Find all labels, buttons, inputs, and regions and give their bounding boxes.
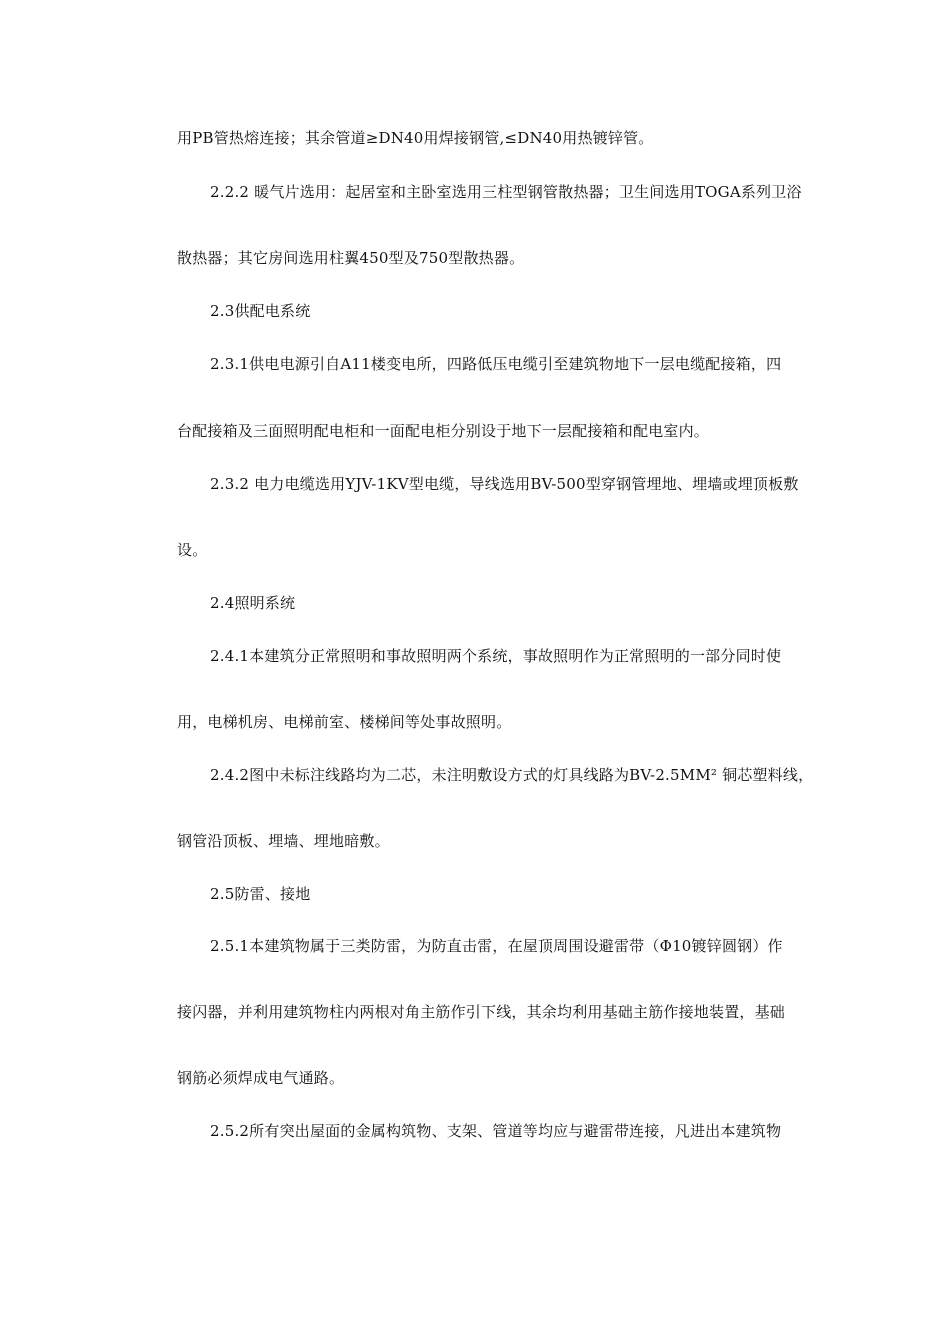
text-line: 2.5.1本建筑物属于三类防雷，为防直击雷，在屋顶周围设避雷带（Φ10镀锌圆钢）作 xyxy=(210,937,783,955)
section-heading: 2.3供配电系统 xyxy=(210,302,311,320)
text-line: 2.3.1供电电源引自A11楼变电所，四路低压电缆引至建筑物地下一层电缆配接箱，四 xyxy=(210,355,782,373)
text-line: 钢管沿顶板、埋墙、埋地暗敷。 xyxy=(177,832,390,850)
text-line: 2.4.2图中未标注线路均为二芯，未注明敷设方式的灯具线路为BV-2.5MM² 铜芯塑料线， xyxy=(210,766,814,784)
text-line: 设。 xyxy=(177,541,208,559)
text-line: 2.5.2所有突出屋面的金属构筑物、支架、管道等均应与避雷带连接，凡进出本建筑物 xyxy=(210,1122,782,1140)
text-line: 台配接箱及三面照明配电柜和一面配电柜分别设于地下一层配接箱和配电室内。 xyxy=(177,422,710,440)
text-line: 2.2.2 暖气片选用：起居室和主卧室选用三柱型钢管散热器；卫生间选用TOGA系列卫浴 xyxy=(210,183,802,201)
text-line: 接闪器，并利用建筑物柱内两根对角主筋作引下线，其余均利用基础主筋作接地装置，基础 xyxy=(177,1003,786,1021)
text-line: 钢筋必须焊成电气通路。 xyxy=(177,1069,345,1087)
section-heading: 2.4照明系统 xyxy=(210,594,296,612)
text-line: 2.3.2 电力电缆选用YJV-1KV型电缆，导线选用BV-500型穿钢管埋地、埋墙或埋顶板敷 xyxy=(210,475,799,493)
text-line: 2.4.1本建筑分正常照明和事故照明两个系统，事故照明作为正常照明的一部分同时使 xyxy=(210,647,782,665)
section-heading: 2.5防雷、接地 xyxy=(210,885,311,903)
text-line: 用，电梯机房、电梯前室、楼梯间等处事故照明。 xyxy=(177,713,512,731)
text-line: 散热器；其它房间选用柱翼450型及750型散热器。 xyxy=(177,249,525,267)
text-line: 用PB管热熔连接；其余管道≥DN40用焊接钢管,≤DN40用热镀锌管。 xyxy=(177,129,654,147)
